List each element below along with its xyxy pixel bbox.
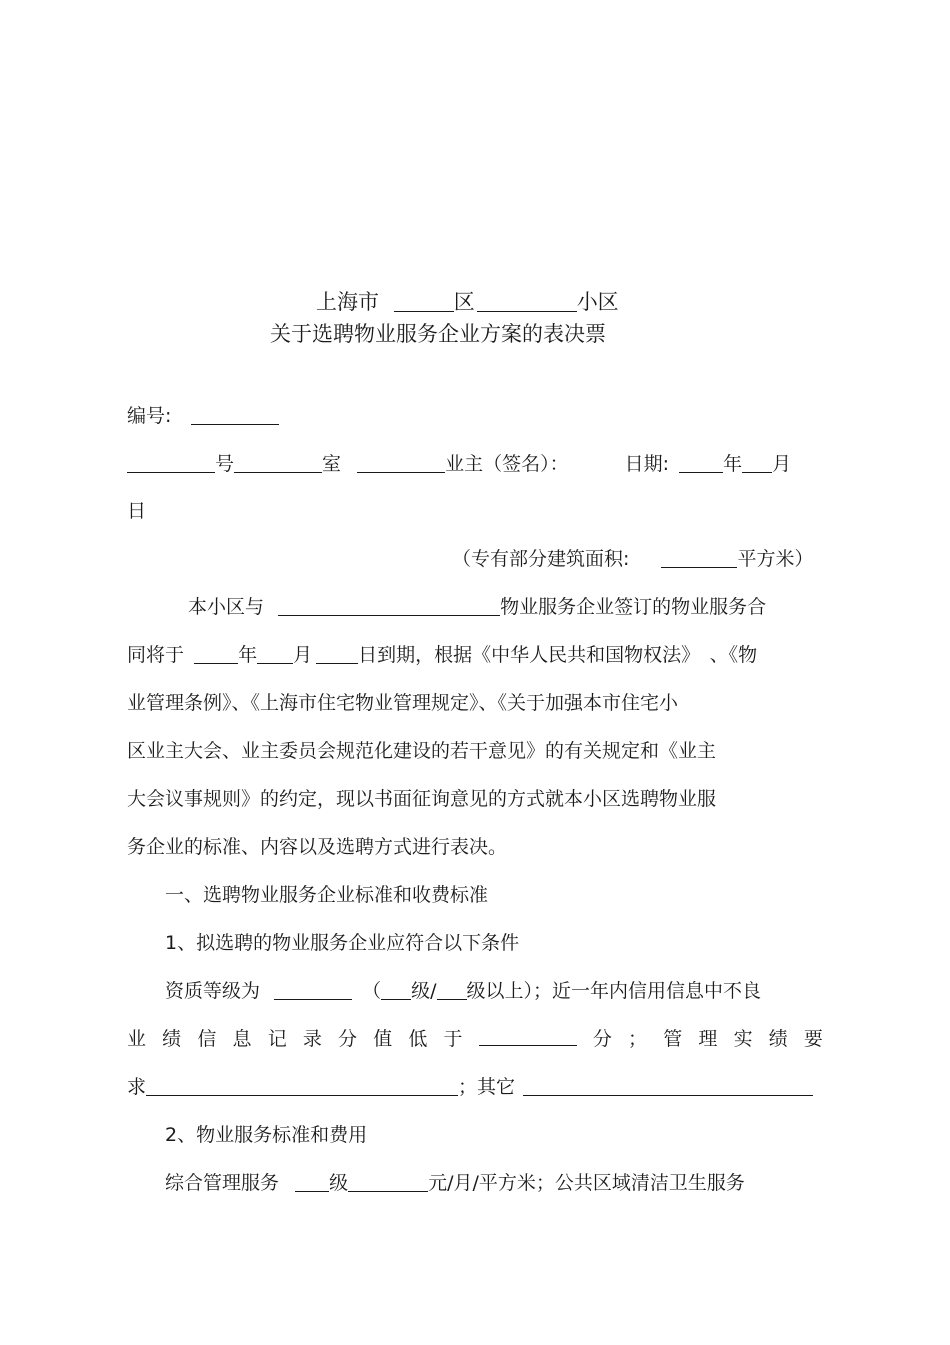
score-char: 业 — [127, 1028, 147, 1050]
service-label: 综合管理服务 — [165, 1172, 280, 1194]
section-1-heading: 一、选聘物业服务企业标准和收费标准 — [165, 884, 489, 906]
owner-blank[interactable] — [357, 452, 445, 473]
date-year-blank[interactable] — [679, 452, 723, 473]
room-suffix: 室 — [322, 453, 342, 475]
para-start: 本小区与 — [188, 596, 265, 618]
qualification-row — [165, 977, 761, 1005]
score-char: 理 — [698, 1028, 718, 1050]
requirement-row — [127, 1073, 813, 1101]
score-char: 值 — [373, 1028, 393, 1050]
score-char: 分 — [592, 1028, 612, 1050]
service-fee-blank[interactable] — [348, 1171, 428, 1192]
para-line-4: 区业主大会、业主委员会规范化建设的若干意见》的有关规定和《业主 — [127, 740, 717, 762]
score-char: 管 — [663, 1028, 683, 1050]
title-city: 上海市 — [316, 290, 379, 314]
owner-label: 业主（签名）： — [445, 453, 569, 475]
date-year: 年 — [723, 453, 743, 475]
score-char: 低 — [408, 1028, 428, 1050]
qualification-open: （ — [362, 980, 382, 1002]
score-char: 实 — [733, 1028, 753, 1050]
score-char: 信 — [197, 1028, 217, 1050]
score-char: 息 — [232, 1028, 252, 1050]
community-blank[interactable] — [477, 291, 577, 312]
other-label: ；其它 — [458, 1076, 516, 1098]
expiry-label: 同将于 — [127, 644, 185, 666]
area-label: （专有部分建筑面积: — [452, 548, 630, 570]
date-month: 月 — [772, 453, 792, 475]
building-suffix: 号 — [215, 453, 235, 475]
expiry-year-blank[interactable] — [194, 643, 238, 664]
expiry-month: 月 — [293, 644, 313, 666]
para-line-1-end: 物业服务企业签订的物业服务合 — [500, 596, 767, 618]
title-community: 小区 — [576, 290, 619, 314]
service-level-blank[interactable] — [295, 1171, 329, 1192]
para-line-2 — [127, 641, 757, 669]
service-row — [165, 1169, 745, 1197]
date-label: 日期: — [624, 453, 670, 475]
expiry-month-blank[interactable] — [257, 643, 293, 664]
score-char: 分 — [338, 1028, 358, 1050]
score-char: 绩 — [768, 1028, 788, 1050]
level-blank[interactable] — [381, 979, 411, 1000]
score-blank[interactable] — [479, 1025, 577, 1046]
title-line-1 — [316, 288, 619, 316]
date-month-blank[interactable] — [742, 452, 772, 473]
owner-row — [127, 450, 791, 478]
requirement-label: 求 — [127, 1076, 147, 1098]
requirement-blank[interactable] — [146, 1075, 458, 1096]
score-char: 录 — [302, 1028, 322, 1050]
district-blank[interactable] — [394, 291, 454, 312]
qualification-label: 资质等级为 — [165, 980, 261, 1002]
expiry-year: 年 — [238, 644, 258, 666]
area-unit: 平方米） — [737, 548, 814, 570]
service-end: 元/月/平方米；公共区域清洁卫生服务 — [428, 1172, 745, 1194]
number-label: 编号: — [127, 405, 172, 427]
other-blank[interactable] — [523, 1075, 813, 1096]
para-line-6: 务企业的标准、内容以及选聘方式进行表决。 — [127, 836, 508, 858]
item-1-heading: 1、拟选聘的物业服务企业应符合以下条件 — [165, 932, 520, 954]
qualification-end: 级以上）；近一年内信用信息中不良 — [466, 980, 762, 1002]
para-line-1 — [188, 593, 766, 621]
title-district: 区 — [453, 290, 475, 314]
level-text: 级/ — [411, 980, 437, 1002]
number-row — [127, 402, 279, 430]
company-blank[interactable] — [278, 595, 500, 616]
para-line-5: 大会议事规则》的约定，现以书面征询意见的方式就本小区选聘物业服 — [127, 788, 717, 810]
score-char: 记 — [267, 1028, 287, 1050]
score-char: ； — [628, 1028, 648, 1050]
expiry-day-blank[interactable] — [316, 643, 358, 664]
para-line-3: 业管理条例》、《上海市住宅物业管理规定》、《关于加强本市住宅小 — [127, 692, 679, 714]
document-title: 关于选聘物业服务企业方案的表决票 — [270, 322, 606, 346]
para-line-2-end: 日到期，根据《中华人民共和国物权法》 、《物 — [358, 644, 758, 666]
item-2-heading: 2、物业服务标准和费用 — [165, 1124, 368, 1146]
area-blank[interactable] — [661, 547, 737, 568]
date-day: 日 — [127, 500, 147, 522]
score-char: 要 — [803, 1028, 823, 1050]
score-char: 于 — [443, 1028, 463, 1050]
building-blank[interactable] — [127, 452, 215, 473]
room-blank[interactable] — [234, 452, 322, 473]
score-char: 绩 — [162, 1028, 182, 1050]
area-row — [452, 545, 813, 573]
level-min-blank[interactable] — [437, 979, 467, 1000]
service-level: 级 — [329, 1172, 349, 1194]
number-blank[interactable] — [191, 404, 279, 425]
score-row — [127, 1025, 823, 1053]
qualification-blank[interactable] — [274, 979, 352, 1000]
